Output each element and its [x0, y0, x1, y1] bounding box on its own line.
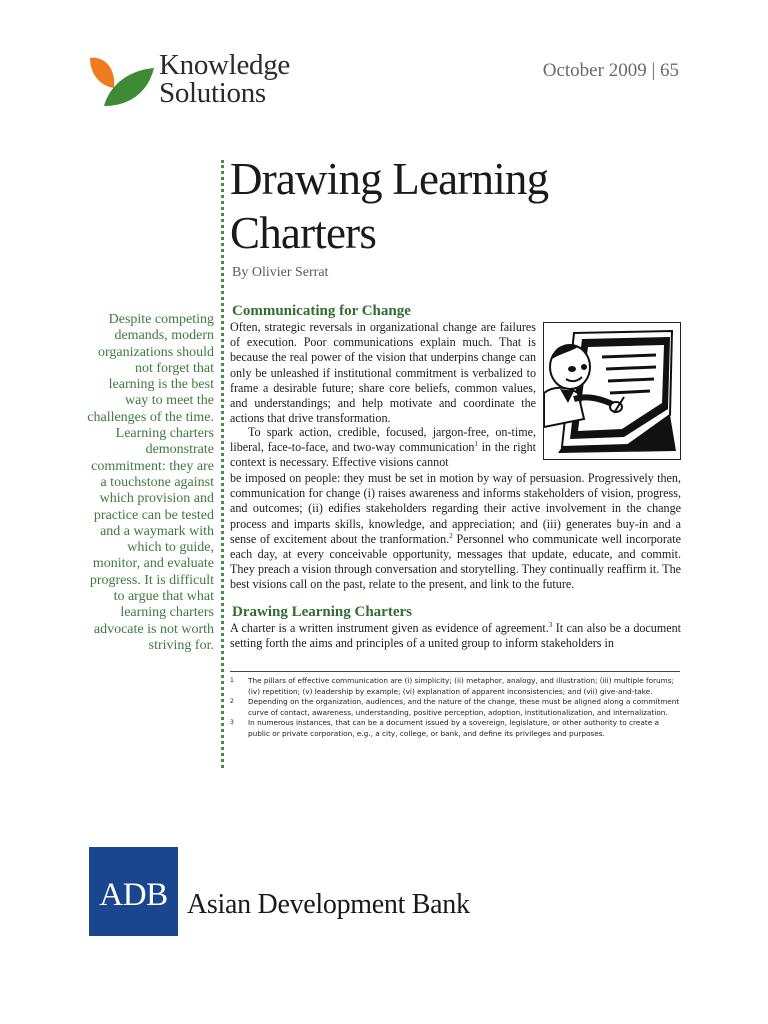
- paragraph-text: It can also be a document setting forth the aims and principles of a united group to inform stakeholders in: [230, 621, 681, 651]
- footnote-text: The pillars of effective communication are (i) simplicity; (ii) metaphor, analogy, and illustration; (iii) multiple forums; (iv) repetition; (v) leadership by example; (vi) explanation of apparent inconsistencies; and (vii) give-and-take.: [248, 676, 674, 696]
- footnotes: [230, 676, 682, 740]
- article-title: Drawing Learning Charters: [230, 154, 549, 258]
- body-paragraph-2-continued: [230, 471, 681, 593]
- footnote-mark: 2: [230, 698, 234, 706]
- paragraph-text: in the right context is necessary. Effective visions cannot: [230, 440, 537, 470]
- footnote-ref: 1: [474, 440, 478, 449]
- issue-date-number: October 2009 | 65: [542, 60, 679, 81]
- knowledge-solutions-logo: [86, 49, 326, 112]
- footnote-mark: 1: [230, 677, 234, 684]
- footnote-divider: [230, 671, 680, 672]
- footnote-ref: 2: [449, 531, 453, 540]
- footnote-text: In numerous instances, that can be a document issued by a sovereign, legislature, or other authority to create a public or private corporation, e.g., a city, college, or bank, and define its privileges and purposes.: [248, 718, 660, 738]
- paragraph-text: Personnel who communicate well incorporate each day, at every conceivable opportunity, messages that update, educate, and commit. They preach a vision through conversation and storytelling. They continually reaffirm it. The best visions call on the past, relate to the present, and link to the future.: [230, 531, 681, 592]
- footnote: [230, 697, 682, 718]
- body-paragraph-2: [230, 425, 536, 471]
- section-heading-drawing: Drawing Learning Charters: [232, 604, 412, 620]
- footnote-ref: 3: [548, 621, 553, 629]
- footnote: [230, 718, 682, 739]
- man-writing-document-illustration: [543, 322, 681, 460]
- brand-name-line1: Knowledge: [159, 49, 290, 81]
- dotted-divider: [221, 160, 224, 768]
- adb-name: Asian Development Bank: [187, 889, 470, 920]
- body-paragraph-1: Often, strategic reversals in organizational change are failures of execution. Poor communications explain much. That is because the real power of the vision that underpins change can only be unleashed if institutional commitment is verbalized to frame a desirable future; share core beliefs, common values, and understandings; and help motivate and coordinate the actions that drive transformation.: [230, 320, 536, 426]
- footnote-text: Depending on the organization, audiences, and the nature of the change, these must be aligned along a commitment curve of contact, awareness, understanding, positive perception, adoption, institutionalization, and internalization.: [248, 697, 680, 717]
- leaf-logo-icon: [86, 54, 156, 110]
- paragraph-text: To spark action, credible, focused, jargon-free, on-time, liberal, face-to-face, and two-way communication: [230, 425, 536, 455]
- section-heading-communicating: Communicating for Change: [232, 303, 411, 319]
- paragraph-text: A charter is a written instrument given as evidence of agreement.: [230, 621, 549, 635]
- brand-name-line2: Solutions: [159, 77, 266, 109]
- pull-quote: Despite competing demands, modern organizations should not forget that learning is the best way to meet the challenges of the time. Learning charters demonstrate commitment: they are a touchstone against which provision and practice can be tested and a waymark with which to guide, monitor, and evaluate progress. It is difficult to argue that what learning charters advocate is not worth striving for.: [87, 312, 214, 653]
- footnote-mark: 3: [230, 719, 234, 727]
- paragraph-text: be imposed on people: they must be set in motion by way of persuasion. Progressively then, communication for change (i) raises awareness and informs stakeholders of vision, progress, and outcomes; (ii) edifies stakeholders regarding their active involvement in the change process and imparts skills, knowledge, and appreciation; and (iii) generates buy-in and a sense of excitement about the tranformation.: [230, 471, 681, 546]
- body-paragraph-3: [230, 621, 681, 651]
- adb-abbreviation: ADB: [99, 877, 168, 913]
- adb-logo-box: [89, 847, 178, 936]
- article-byline: By Olivier Serrat: [232, 265, 329, 280]
- footnote: [230, 676, 682, 697]
